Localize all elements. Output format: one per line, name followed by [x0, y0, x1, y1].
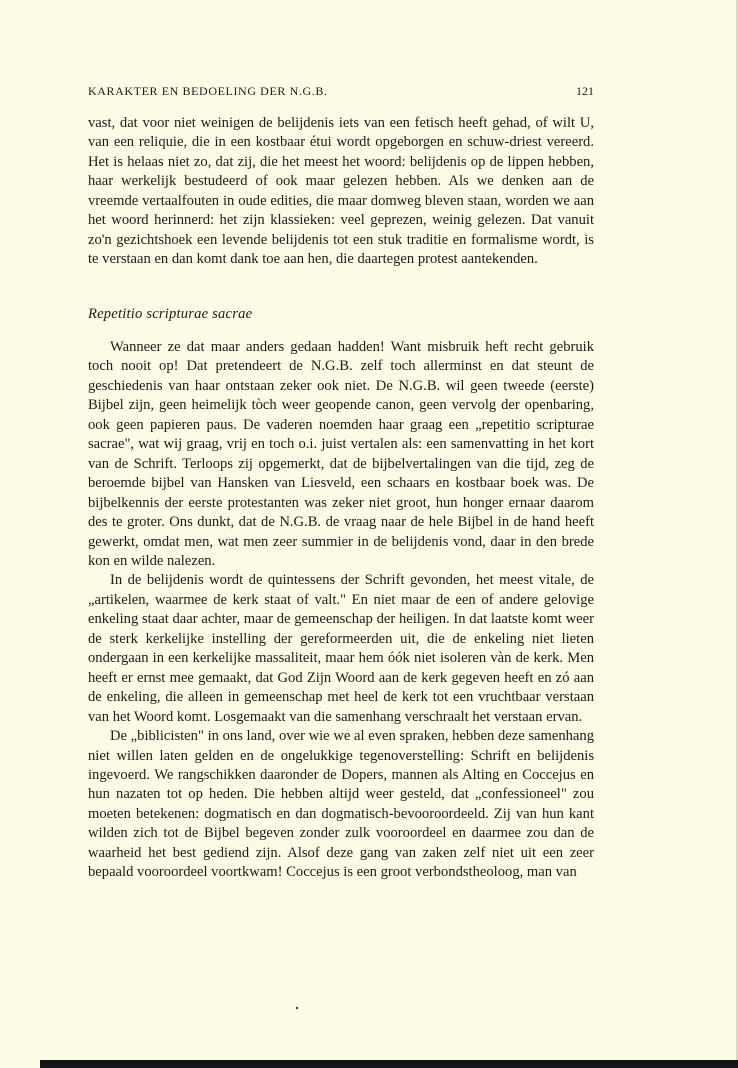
- print-speck: [296, 1007, 298, 1009]
- section-heading: Repetitio scripturae sacrae: [88, 306, 253, 322]
- text-block-top: [88, 114, 594, 270]
- text-block-main: [88, 338, 594, 883]
- paragraph: De „biblicisten" in ons land, over wie we al even spraken, hebben deze samenhang niet willen laten gelden en de ongelukkige tegenoverstelling: Schrift en belijdenis ingevoerd. We rangschikken daaronder de Dopers, mannen als Alting en Coccejus en hun nazaten tot op heden. Die hebben altijd weer gesteld, dat „confessioneel" zou moeten betekenen: dogmatisch en dan dogmatisch-bevooroordeeld. Zij van hun kant wilden zich tot de Bijbel begeven zonder zulk vooroordeel en daarmee zou dan de waarheid het best gediend zijn. Alsof deze gang van zaken zelf niet uit een zeer bepaald vooroordeel voortkwam! Coccejus is een groot verbondstheoloog, man van: [88, 728, 594, 881]
- running-head: [88, 84, 594, 102]
- paragraph: Wanneer ze dat maar anders gedaan hadden! Want misbruik heft recht gebruik toch nooit op! Dat pretendeert de N.G.B. zelf toch allerminst en dat steunt de geschiedenis van haar ontstaan zeker ook niet. De N.G.B. wil geen tweede (eerste) Bijbel zijn, geen heimelijk tòch weer geopende canon, geen vervolg der openbaring, ook geen papieren paus. De vaderen noemden haar graag een „repetitio scripturae sacrae", wat wij graag, vrij en toch o.i. juist vertalen als: een samenvatting in het kort van de Schrift. Terloops zij opgemerkt, dat de bijbelvertalingen van die tijd, zeg de beroemde bijbel van Hansken van Liesveld, een schaars en kostbaar boek was. De bijbelkennis der eerste protestanten was zeker niet groot, hun honger ernaar daarom des te groter. Ons dunkt, dat de N.G.B. de vraag naar de hele Bijbel in de hand heeft gewerkt, omdat men, wat men zeer summier in de belijdenis vond, daar in den brede kon en wilde nalezen.: [88, 339, 594, 569]
- paragraph: vast, dat voor niet weinigen de belijdenis iets van een fetisch heeft gehad, of wilt U, van een reliquie, die in een kostbaar étui wordt opgeborgen en schuw-driest vereerd. Het is helaas niet zo, dat zij, die het meest het woord: belijdenis op de lippen hebben, haar werkelijk bestudeerd of ook maar gelezen hebben. Als we denken aan de vreemde vertaalfouten in oude edities, die maar domweg bleven staan, worden we aan het woord herinnerd: het zijn klassieken: veel geprezen, weinig gelezen. Dat vanuit zo'n gezichtshoek een levende belijdenis tot een stuk traditie en formalisme wordt, is te verstaan en dan komt dank toe aan hen, die daartegen protest aantekenden.: [88, 115, 594, 268]
- running-head-title: KARAKTER EN BEDOELING DER N.G.B.: [88, 84, 328, 98]
- scan-edge-bottom: [40, 1060, 738, 1068]
- page-number: 121: [576, 84, 594, 98]
- paragraph: In de belijdenis wordt de quintessens der Schrift gevonden, het meest vitale, de „artikelen, waarmee de kerk staat of valt." En niet maar de een of andere gelovige enkeling staat daar achter, maar de gemeenschap der heiligen. In dat laatste komt weer de sterk kerkelijke instelling der gereformeerden uit, die de enkeling niet lieten ondergaan in een kerkelijke massaliteit, maar hem óók niet isoleren vàn de kerk. Men heeft er ernst mee gemaakt, dat God Zijn Woord aan de kerk gegeven heeft en zó aan de enkeling, die alleen in gemeenschap met heel de kerk tot een vruchtbaar verstaan van het Woord komt. Losgemaakt van die samenhang verschraalt het verstaan ervan.: [88, 572, 594, 725]
